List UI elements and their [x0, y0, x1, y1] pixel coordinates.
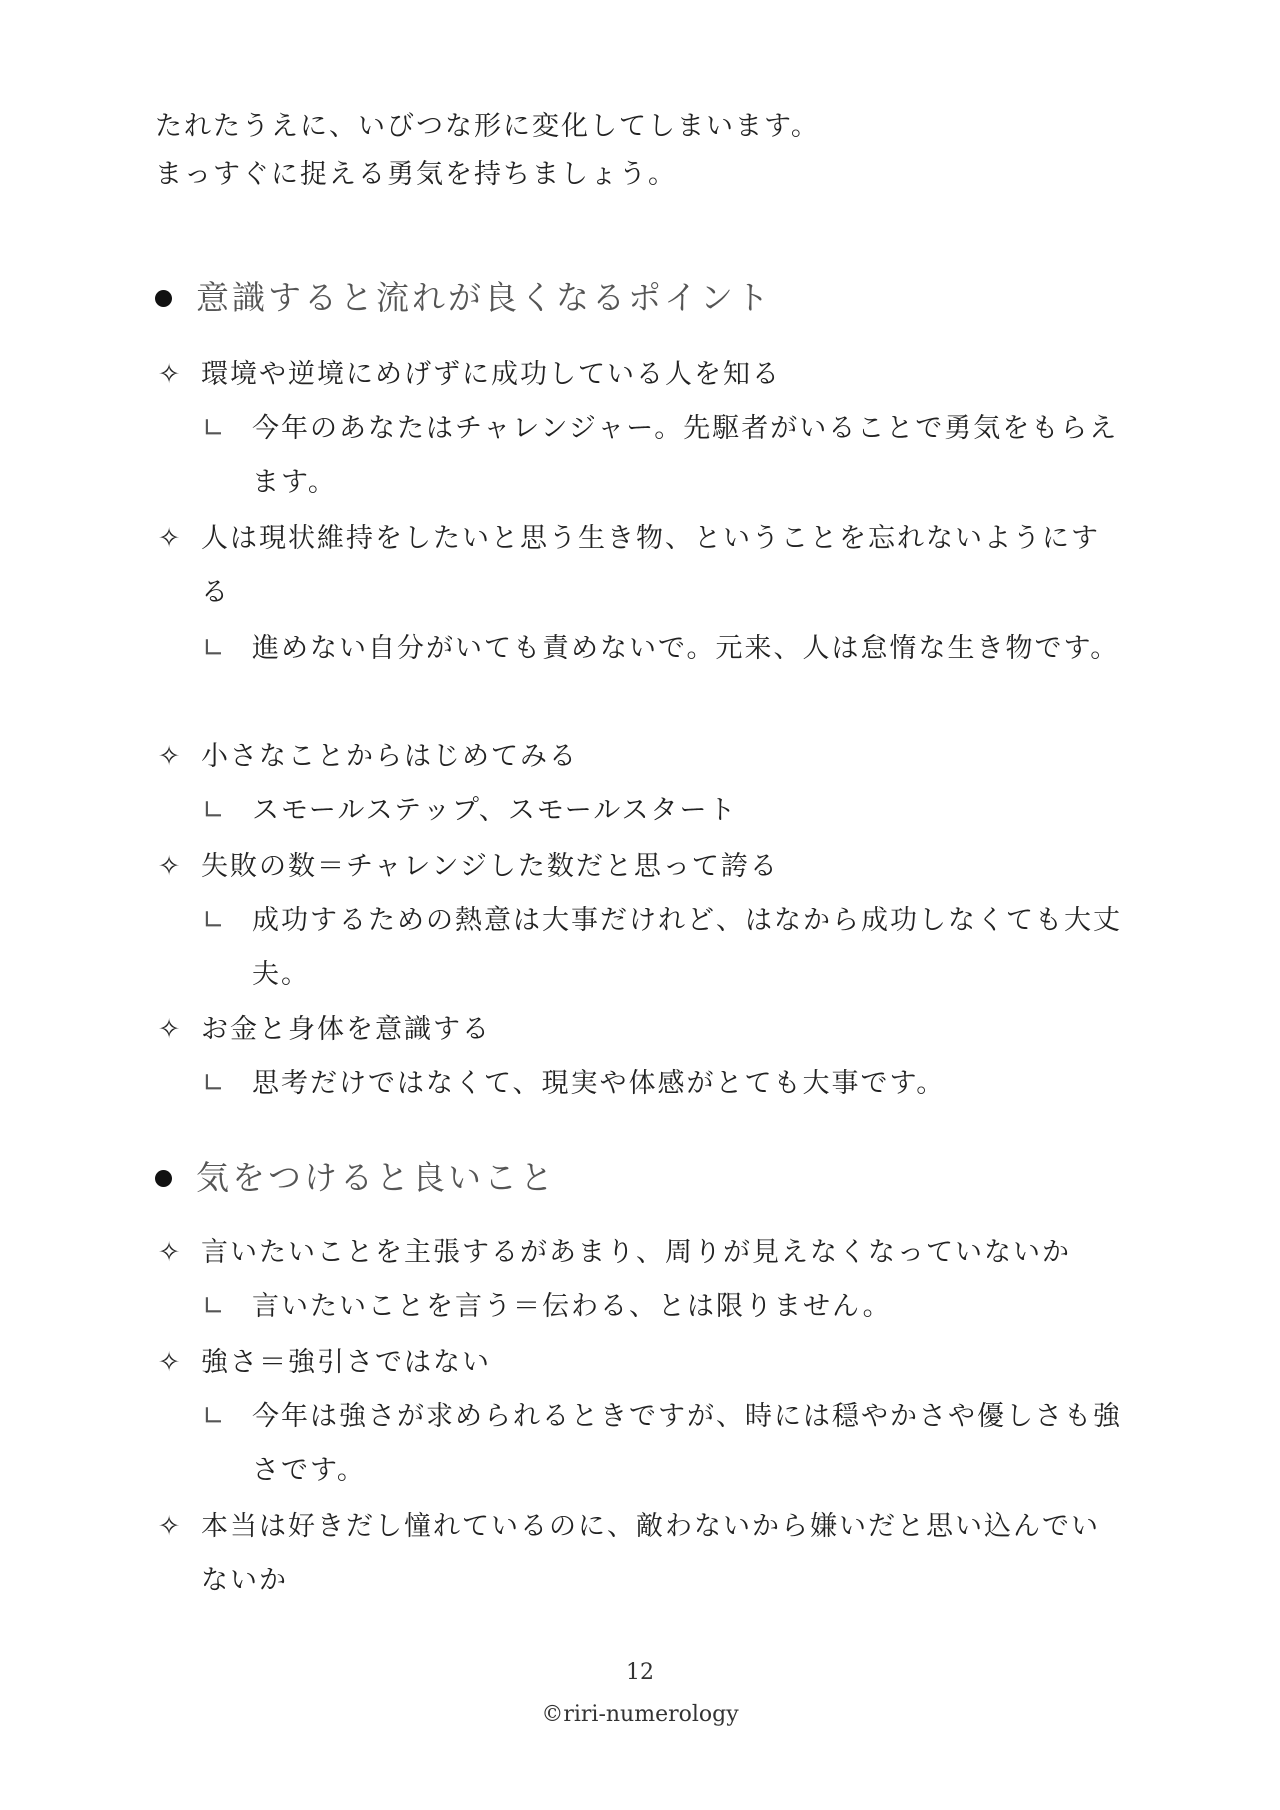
sparkle-icon: ✧	[157, 1511, 183, 1542]
note-text: 今年は強さが求められるときですが、時には穏やかさや優しさも強さです。	[252, 1401, 1122, 1486]
item-text: 本当は好きだし憧れているのに、敵わないから嫌いだと思い込んでいないか	[201, 1511, 1100, 1596]
list-item	[155, 840, 1115, 894]
list-note	[202, 894, 1122, 1002]
note-text: 成功するための熱意は大事だけれど、はなから成功しなくても大丈夫。	[252, 905, 1122, 990]
corner-arrow-icon: ∟	[202, 1291, 227, 1322]
list-note	[202, 622, 1122, 676]
list-item	[155, 348, 1115, 402]
section-2-title: 気をつけると良いこと	[196, 1158, 556, 1197]
list-note	[202, 1280, 1122, 1334]
note-text: 今年のあなたはチャレンジャー。先駆者がいることで勇気をもらえます。	[252, 413, 1119, 498]
list-item	[155, 1003, 1115, 1057]
list-note	[202, 402, 1122, 510]
page-number: 12	[626, 1660, 654, 1685]
corner-arrow-icon: ∟	[202, 1401, 227, 1432]
section-2-heading	[155, 1158, 556, 1198]
note-text: 言いたいことを言う＝伝わる、とは限りません。	[252, 1291, 892, 1322]
section-1-title: 意識すると流れが良くなるポイント	[196, 278, 772, 317]
note-text: 進めない自分がいても責めないで。元来、人は怠惰な生き物です。	[252, 633, 1120, 664]
item-text: お金と身体を意識する	[201, 1014, 491, 1045]
item-text: 言いたいことを主張するがあまり、周りが見えなくなっていないか	[201, 1237, 1071, 1268]
list-item	[155, 730, 1115, 784]
corner-arrow-icon: ∟	[202, 1068, 227, 1099]
corner-arrow-icon: ∟	[202, 795, 227, 826]
corner-arrow-icon: ∟	[202, 905, 227, 936]
list-item	[155, 512, 1115, 620]
corner-arrow-icon: ∟	[202, 633, 227, 664]
item-text: 小さなことからはじめてみる	[201, 741, 578, 772]
list-item	[155, 1500, 1115, 1608]
list-note	[202, 1057, 1122, 1111]
item-text: 環境や逆境にめげずに成功している人を知る	[201, 359, 781, 390]
heading-bullet-icon	[155, 1170, 172, 1187]
copyright-notice: ©riri-numerology	[541, 1702, 739, 1727]
sparkle-icon: ✧	[157, 741, 183, 772]
sparkle-icon: ✧	[157, 1347, 183, 1378]
sparkle-icon: ✧	[157, 359, 183, 390]
list-note	[202, 784, 1122, 838]
list-note	[202, 1390, 1122, 1498]
sparkle-icon: ✧	[157, 1014, 183, 1045]
item-text: 人は現状維持をしたいと思う生き物、ということを忘れないようにする	[201, 523, 1100, 608]
intro-line-2: まっすぐに捉える勇気を持ちましょう。	[155, 159, 677, 190]
corner-arrow-icon: ∟	[202, 413, 227, 444]
sparkle-icon: ✧	[157, 851, 183, 882]
sparkle-icon: ✧	[157, 1237, 183, 1268]
item-text: 強さ＝強引さではない	[201, 1347, 491, 1378]
note-text: スモールステップ、スモールスタート	[252, 795, 738, 826]
section-1-heading	[155, 278, 772, 318]
sparkle-icon: ✧	[157, 523, 183, 554]
list-item	[155, 1336, 1115, 1390]
item-text: 失敗の数＝チャレンジした数だと思って誇る	[201, 851, 779, 882]
list-item	[155, 1226, 1115, 1280]
intro-line-1: たれたうえに、いびつな形に変化してしまいます。	[155, 111, 820, 142]
heading-bullet-icon	[155, 290, 172, 307]
note-text: 思考だけではなくて、現実や体感がとても大事です。	[252, 1068, 946, 1099]
